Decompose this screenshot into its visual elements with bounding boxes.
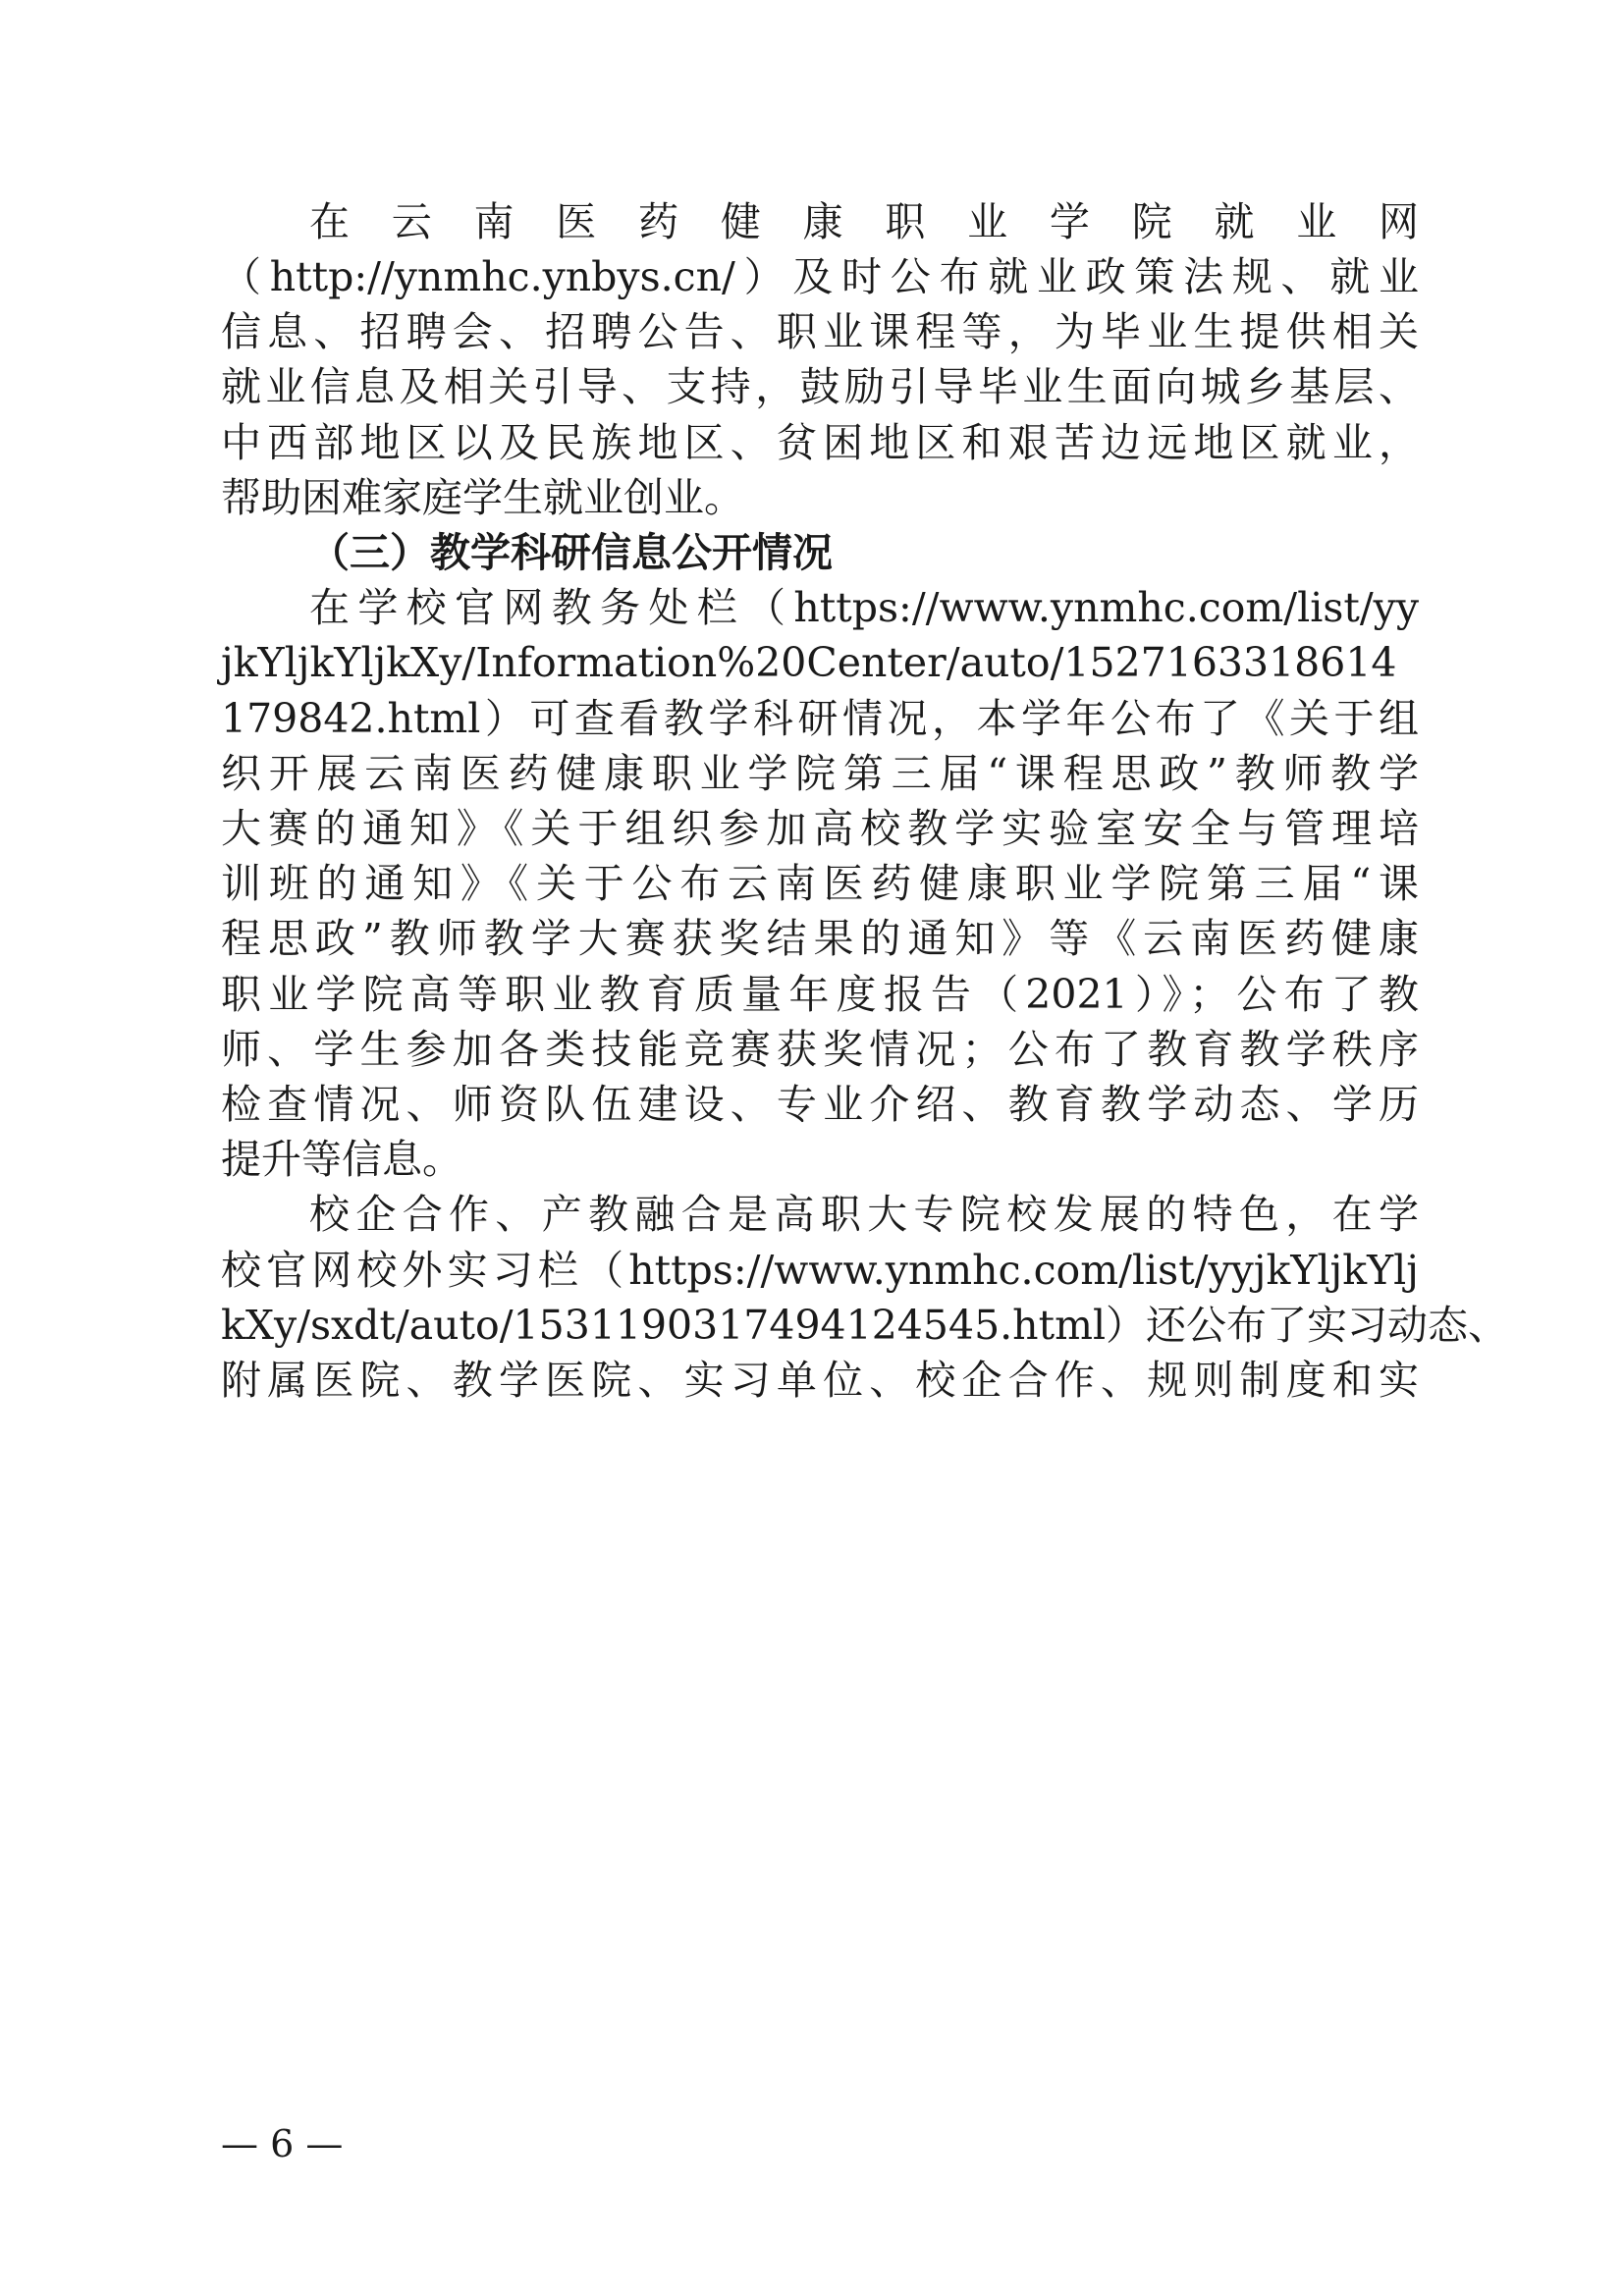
paragraph-line: kXy/sxdt/auto/1531190317494124545.html）还公布了实习动态、 [221,1302,1509,1349]
paragraph-line: 大赛的通知》《关于组织参加高校教学实验室安全与管理培 [221,805,1419,852]
section-heading: （三）教学科研信息公开情况 [309,529,833,576]
paragraph-line: 校官网校外实习栏（https://www.ynmhc.com/list/yyjkYljkYlj [221,1247,1419,1294]
paragraph-line: 师、学生参加各类技能竞赛获奖情况；公布了教育教学秩序 [221,1026,1419,1073]
paragraph-line: 校企合作、产教融合是高职大专院校发展的特色，在学 [309,1191,1419,1238]
paragraph-line: 179842.html）可查看教学科研情况，本学年公布了《关于组 [221,695,1419,742]
paragraph-line: 训班的通知》《关于公布云南医药健康职业学院第三届“课 [221,860,1419,907]
paragraph-line: 织开展云南医药健康职业学院第三届“课程思政”教师教学 [221,750,1419,797]
paragraph-line: 中西部地区以及民族地区、贫困地区和艰苦边远地区就业， [221,419,1419,466]
paragraph-line: 帮助困难家庭学生就业创业。 [221,474,744,521]
paragraph-line: 检查情况、师资队伍建设、专业介绍、教育教学动态、学历 [221,1081,1419,1128]
paragraph-line: （http://ynmhc.ynbys.cn/）及时公布就业政策法规、就业 [221,253,1419,300]
paragraph-line: 附属医院、教学医院、实习单位、校企合作、规则制度和实 [221,1357,1419,1404]
page-number: — 6 — [221,2122,344,2165]
paragraph-line: 信息、招聘会、招聘公告、职业课程等，为毕业生提供相关 [221,308,1419,355]
paragraph-line: 职业学院高等职业教育质量年度报告（2021）》；公布了教 [221,971,1419,1018]
paragraph-line: 就业信息及相关引导、支持，鼓励引导毕业生面向城乡基层、 [221,363,1419,410]
paragraph-line: 提升等信息。 [221,1136,462,1183]
paragraph-line: jkYljkYljkXy/Information%20Center/auto/1527163318614 [221,639,1397,686]
paragraph-line: 程思政”教师教学大赛获奖结果的通知》等《云南医药健康 [221,915,1419,962]
paragraph-line: 在云南医药健康职业学院就业网 [309,198,1419,245]
paragraph-line: 在学校官网教务处栏（https://www.ynmhc.com/list/yy [309,584,1419,631]
